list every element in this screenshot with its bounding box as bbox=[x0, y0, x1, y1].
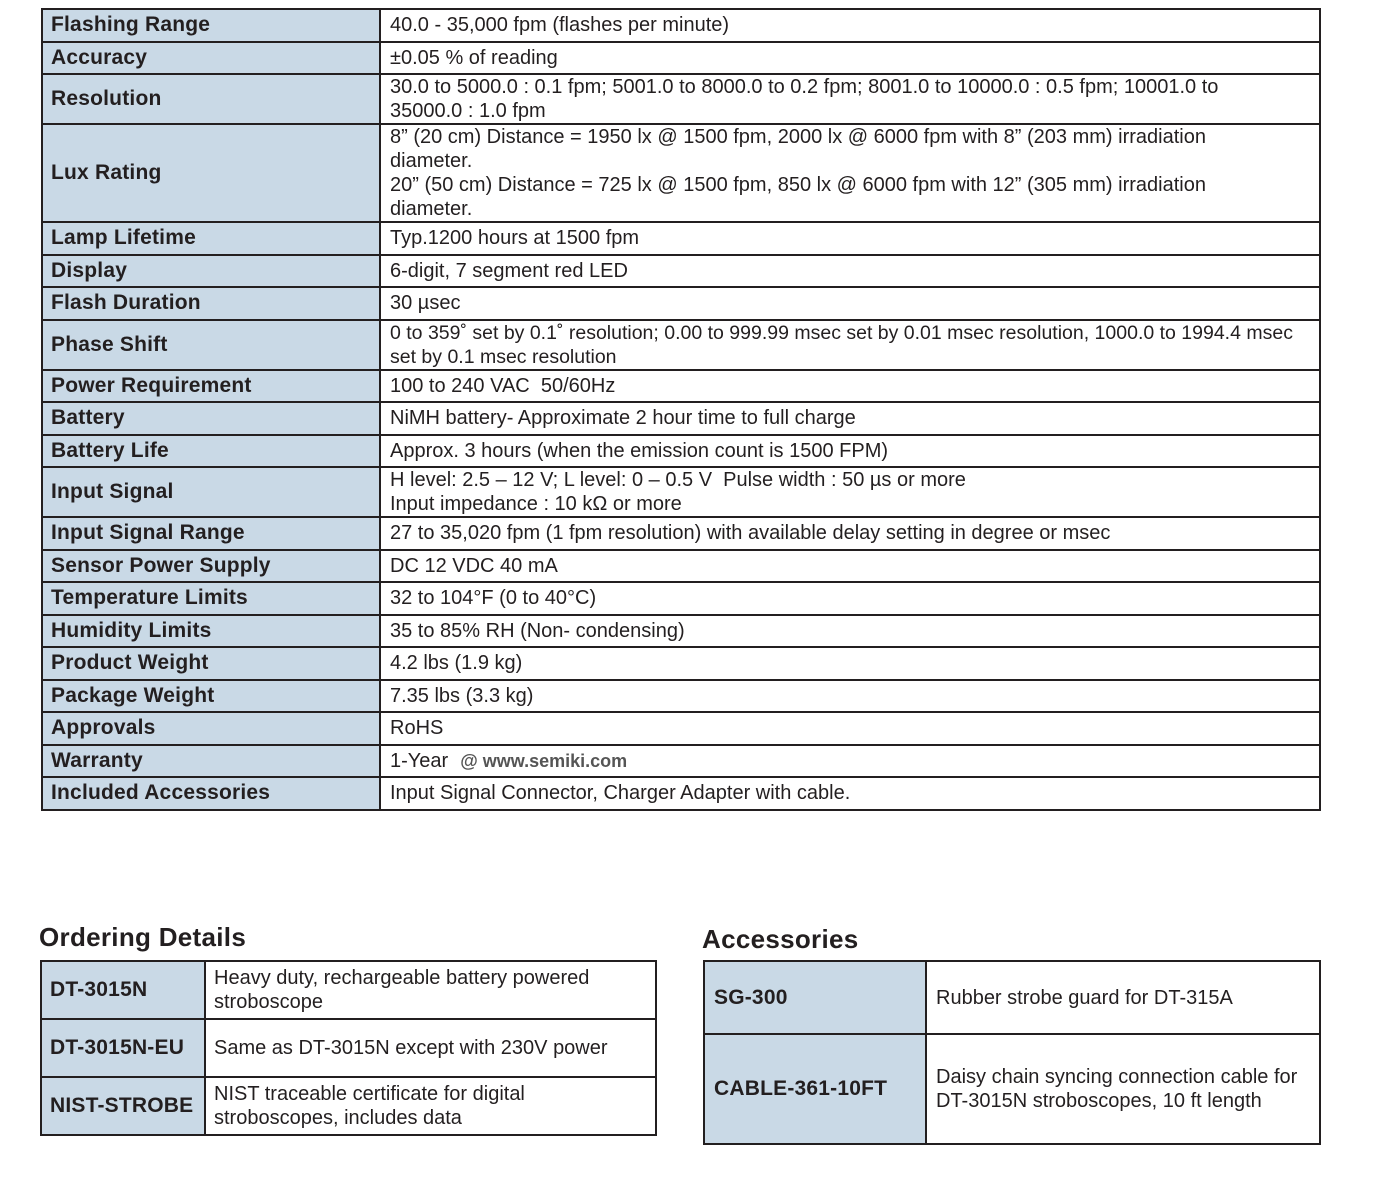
model-description: Heavy duty, rechargeable battery powered stroboscope bbox=[205, 961, 656, 1019]
spec-value: 6-digit, 7 segment red LED bbox=[380, 255, 1320, 288]
spec-label: Lamp Lifetime bbox=[42, 222, 380, 255]
spec-row-sensor-power-supply bbox=[42, 550, 1320, 583]
spec-label: Input Signal bbox=[42, 467, 380, 517]
spec-label: Flash Duration bbox=[42, 287, 380, 320]
spec-value: 35 to 85% RH (Non- condensing) bbox=[380, 615, 1320, 648]
model-number: DT-3015N-EU bbox=[41, 1019, 205, 1077]
warranty-term: 1-Year bbox=[390, 749, 449, 772]
spec-label: Input Signal Range bbox=[42, 517, 380, 550]
spec-value: 4.2 lbs (1.9 kg) bbox=[380, 647, 1320, 680]
spec-value: DC 12 VDC 40 mA bbox=[380, 550, 1320, 583]
spec-value bbox=[380, 745, 1320, 778]
spec-value: 100 to 240 VAC 50/60Hz bbox=[380, 370, 1320, 403]
spec-label: Included Accessories bbox=[42, 777, 380, 810]
spec-label: Warranty bbox=[42, 745, 380, 778]
accessories-heading: Accessories bbox=[702, 924, 859, 954]
spec-row-phase-shift bbox=[42, 320, 1320, 370]
spec-label: Display bbox=[42, 255, 380, 288]
model-description: Same as DT-3015N except with 230V power bbox=[205, 1019, 656, 1077]
spec-label: Lux Rating bbox=[42, 124, 380, 222]
spec-label: Battery bbox=[42, 402, 380, 435]
spec-label: Approvals bbox=[42, 712, 380, 745]
spec-value: RoHS bbox=[380, 712, 1320, 745]
ordering-row bbox=[41, 1077, 656, 1135]
spec-label: Temperature Limits bbox=[42, 582, 380, 615]
spec-row-product-weight bbox=[42, 647, 1320, 680]
spec-value: Approx. 3 hours (when the emission count is 1500 FPM) bbox=[380, 435, 1320, 468]
accessories-table bbox=[703, 960, 1321, 1145]
spec-row-temperature-limits bbox=[42, 582, 1320, 615]
spec-label: Resolution bbox=[42, 74, 380, 124]
spec-row-lamp-lifetime bbox=[42, 222, 1320, 255]
ordering-details-table bbox=[40, 960, 657, 1136]
spec-value: 0 to 359˚ set by 0.1˚ resolution; 0.00 to 999.99 msec set by 0.01 msec resolution, 1000.0 to 1994.4 msec set by 0.1 msec resolution bbox=[380, 320, 1320, 370]
spec-value: 30.0 to 5000.0 : 0.1 fpm; 5001.0 to 8000.0 to 0.2 fpm; 8001.0 to 10000.0 : 0.5 fpm; 10001.0 to 35000.0 : 1.0 fpm bbox=[380, 74, 1320, 124]
spec-value: Input Signal Connector, Charger Adapter with cable. bbox=[380, 777, 1320, 810]
spec-row-flash-duration bbox=[42, 287, 1320, 320]
spec-value-line: 8” (20 cm) Distance = 1950 lx @ 1500 fpm, 2000 lx @ 6000 fpm with 8” (203 mm) irradiation diameter. bbox=[390, 126, 1206, 172]
spec-value: ±0.05 % of reading bbox=[380, 42, 1320, 75]
spec-value-line: H level: 2.5 – 12 V; L level: 0 – 0.5 V Pulse width : 50 µs or more bbox=[390, 469, 966, 491]
spec-label: Accuracy bbox=[42, 42, 380, 75]
accessory-model: CABLE-361-10FT bbox=[704, 1034, 926, 1144]
spec-label: Humidity Limits bbox=[42, 615, 380, 648]
ordering-row bbox=[41, 961, 656, 1019]
spec-row-flashing-range bbox=[42, 9, 1320, 42]
spec-value: NiMH battery- Approximate 2 hour time to full charge bbox=[380, 402, 1320, 435]
spec-value: 30 µsec bbox=[380, 287, 1320, 320]
accessory-description: Daisy chain syncing connection cable for DT-3015N stroboscopes, 10 ft length bbox=[926, 1034, 1320, 1144]
spec-row-resolution bbox=[42, 74, 1320, 124]
spec-value bbox=[380, 467, 1320, 517]
spec-value bbox=[380, 124, 1320, 222]
spec-label: Product Weight bbox=[42, 647, 380, 680]
spec-label: Phase Shift bbox=[42, 320, 380, 370]
spec-row-approvals bbox=[42, 712, 1320, 745]
website-link[interactable]: @ www.semiki.com bbox=[460, 750, 628, 771]
spec-value: 32 to 104°F (0 to 40°C) bbox=[380, 582, 1320, 615]
spec-row-input-signal-range bbox=[42, 517, 1320, 550]
spec-row-input-signal bbox=[42, 467, 1320, 517]
spec-row-package-weight bbox=[42, 680, 1320, 713]
accessory-row bbox=[704, 961, 1320, 1034]
accessory-model: SG-300 bbox=[704, 961, 926, 1034]
spec-row-included-accessories bbox=[42, 777, 1320, 810]
spec-row-power-requirement bbox=[42, 370, 1320, 403]
spec-row-display bbox=[42, 255, 1320, 288]
model-description: NIST traceable certificate for digital stroboscopes, includes data bbox=[205, 1077, 656, 1135]
spec-row-warranty bbox=[42, 745, 1320, 778]
spec-row-battery bbox=[42, 402, 1320, 435]
spec-value-line: 20” (50 cm) Distance = 725 lx @ 1500 fpm, 850 lx @ 6000 fpm with 12” (305 mm) irradiation diameter. bbox=[390, 174, 1206, 220]
spec-label: Battery Life bbox=[42, 435, 380, 468]
spec-value: Typ.1200 hours at 1500 fpm bbox=[380, 222, 1320, 255]
spec-value: 27 to 35,020 fpm (1 fpm resolution) with available delay setting in degree or msec bbox=[380, 517, 1320, 550]
spec-row-humidity-limits bbox=[42, 615, 1320, 648]
spec-row-accuracy bbox=[42, 42, 1320, 75]
spec-value: 40.0 - 35,000 fpm (flashes per minute) bbox=[380, 9, 1320, 42]
spec-label: Package Weight bbox=[42, 680, 380, 713]
spec-label: Power Requirement bbox=[42, 370, 380, 403]
spec-row-lux-rating bbox=[42, 124, 1320, 222]
accessory-row bbox=[704, 1034, 1320, 1144]
accessory-description: Rubber strobe guard for DT-315A bbox=[926, 961, 1320, 1034]
ordering-details-heading: Ordering Details bbox=[39, 922, 247, 952]
spec-label: Sensor Power Supply bbox=[42, 550, 380, 583]
specifications-table bbox=[41, 8, 1321, 811]
model-number: DT-3015N bbox=[41, 961, 205, 1019]
model-number: NIST-STROBE bbox=[41, 1077, 205, 1135]
spec-label: Flashing Range bbox=[42, 9, 380, 42]
spec-value-line: Input impedance : 10 kΩ or more bbox=[390, 493, 682, 515]
spec-value: 7.35 lbs (3.3 kg) bbox=[380, 680, 1320, 713]
spec-row-battery-life bbox=[42, 435, 1320, 468]
ordering-row bbox=[41, 1019, 656, 1077]
